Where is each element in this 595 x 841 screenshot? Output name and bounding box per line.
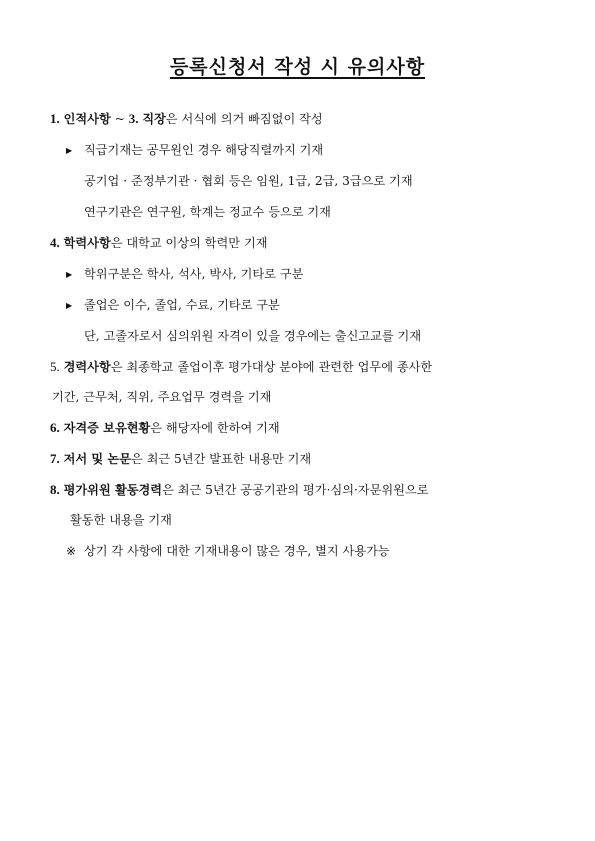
note-line bbox=[66, 543, 390, 559]
item-heading: 저서 및 논문 bbox=[63, 452, 131, 466]
item-number: 5. bbox=[50, 359, 60, 374]
item-1-line bbox=[50, 111, 323, 127]
bullet-icon: ▶ bbox=[66, 270, 73, 279]
indented-line bbox=[84, 328, 421, 344]
item-heading: 평가위원 활동경력 bbox=[63, 483, 163, 497]
line-text: 활동한 내용을 기재 bbox=[70, 513, 172, 527]
item-number: 1. bbox=[50, 111, 60, 126]
line-text: 공기업 · 준정부기관 · 협회 등은 임원, 1급, 2급, 3급으로 기재 bbox=[84, 174, 413, 188]
page-title: 등록신청서 작성 시 유의사항 bbox=[169, 56, 426, 78]
note-text: 상기 각 사항에 대한 기재내용이 많은 경우, 별지 사용가능 bbox=[84, 544, 390, 558]
item-number: 6. bbox=[50, 420, 60, 435]
line-text: 단, 고졸자로서 심의위원 자격이 있을 경우에는 출신고교를 기재 bbox=[84, 329, 422, 343]
item-text: 은 최근 5년간 발표한 내용만 기재 bbox=[130, 452, 312, 466]
item-heading: 학력사항 bbox=[63, 236, 111, 250]
indented-line bbox=[84, 204, 331, 220]
item-number: 4. bbox=[50, 235, 60, 250]
bullet-icon: ▶ bbox=[66, 301, 73, 310]
item-8-line bbox=[50, 482, 429, 498]
line-text: 학위구분은 학사, 석사, 박사, 기타로 구분 bbox=[84, 267, 304, 281]
item-text: 은 최종학교 졸업이후 평가대상 분야에 관련한 업무에 종사한 bbox=[110, 360, 433, 374]
item-text: 은 최근 5년간 공공기관의 평가·심의·자문위원으로 bbox=[162, 483, 429, 497]
item-number: 8. bbox=[50, 482, 60, 497]
indented-line bbox=[84, 173, 413, 189]
item-heading: 경력사항 bbox=[63, 360, 111, 374]
item-4-line bbox=[50, 235, 268, 251]
item-text: 은 서식에 의거 빠짐없이 작성 bbox=[165, 112, 323, 126]
line-text: 기간, 근무처, 직위, 주요업무 경력을 기재 bbox=[52, 390, 272, 404]
line-text: 졸업은 이수, 졸업, 수료, 기타로 구분 bbox=[84, 298, 280, 312]
item-7-line bbox=[50, 451, 311, 467]
range-separator: ~ bbox=[110, 112, 129, 126]
item-6-line bbox=[50, 420, 280, 436]
item-5-line bbox=[50, 359, 432, 375]
item-heading: 직장 bbox=[142, 112, 166, 126]
item-heading: 인적사항 bbox=[63, 112, 111, 126]
item-heading: 자격증 보유현황 bbox=[63, 421, 151, 435]
bullet-line bbox=[66, 297, 280, 314]
item-text: 은 해당자에 한하여 기재 bbox=[150, 421, 280, 435]
item-number: 3. bbox=[128, 111, 139, 126]
continuation-line bbox=[52, 389, 271, 405]
item-text: 은 대학교 이상의 학력만 기재 bbox=[110, 236, 268, 250]
bullet-line bbox=[66, 142, 323, 159]
item-number: 7. bbox=[50, 451, 60, 466]
reference-mark-icon: ※ bbox=[66, 544, 77, 558]
bullet-icon: ▶ bbox=[66, 146, 73, 155]
line-text: 연구기관은 연구원, 학계는 정교수 등으로 기재 bbox=[84, 205, 331, 219]
bullet-line bbox=[66, 266, 303, 283]
line-text: 직급기재는 공무원인 경우 해당직렬까지 기재 bbox=[84, 143, 324, 157]
continuation-line bbox=[70, 512, 172, 528]
